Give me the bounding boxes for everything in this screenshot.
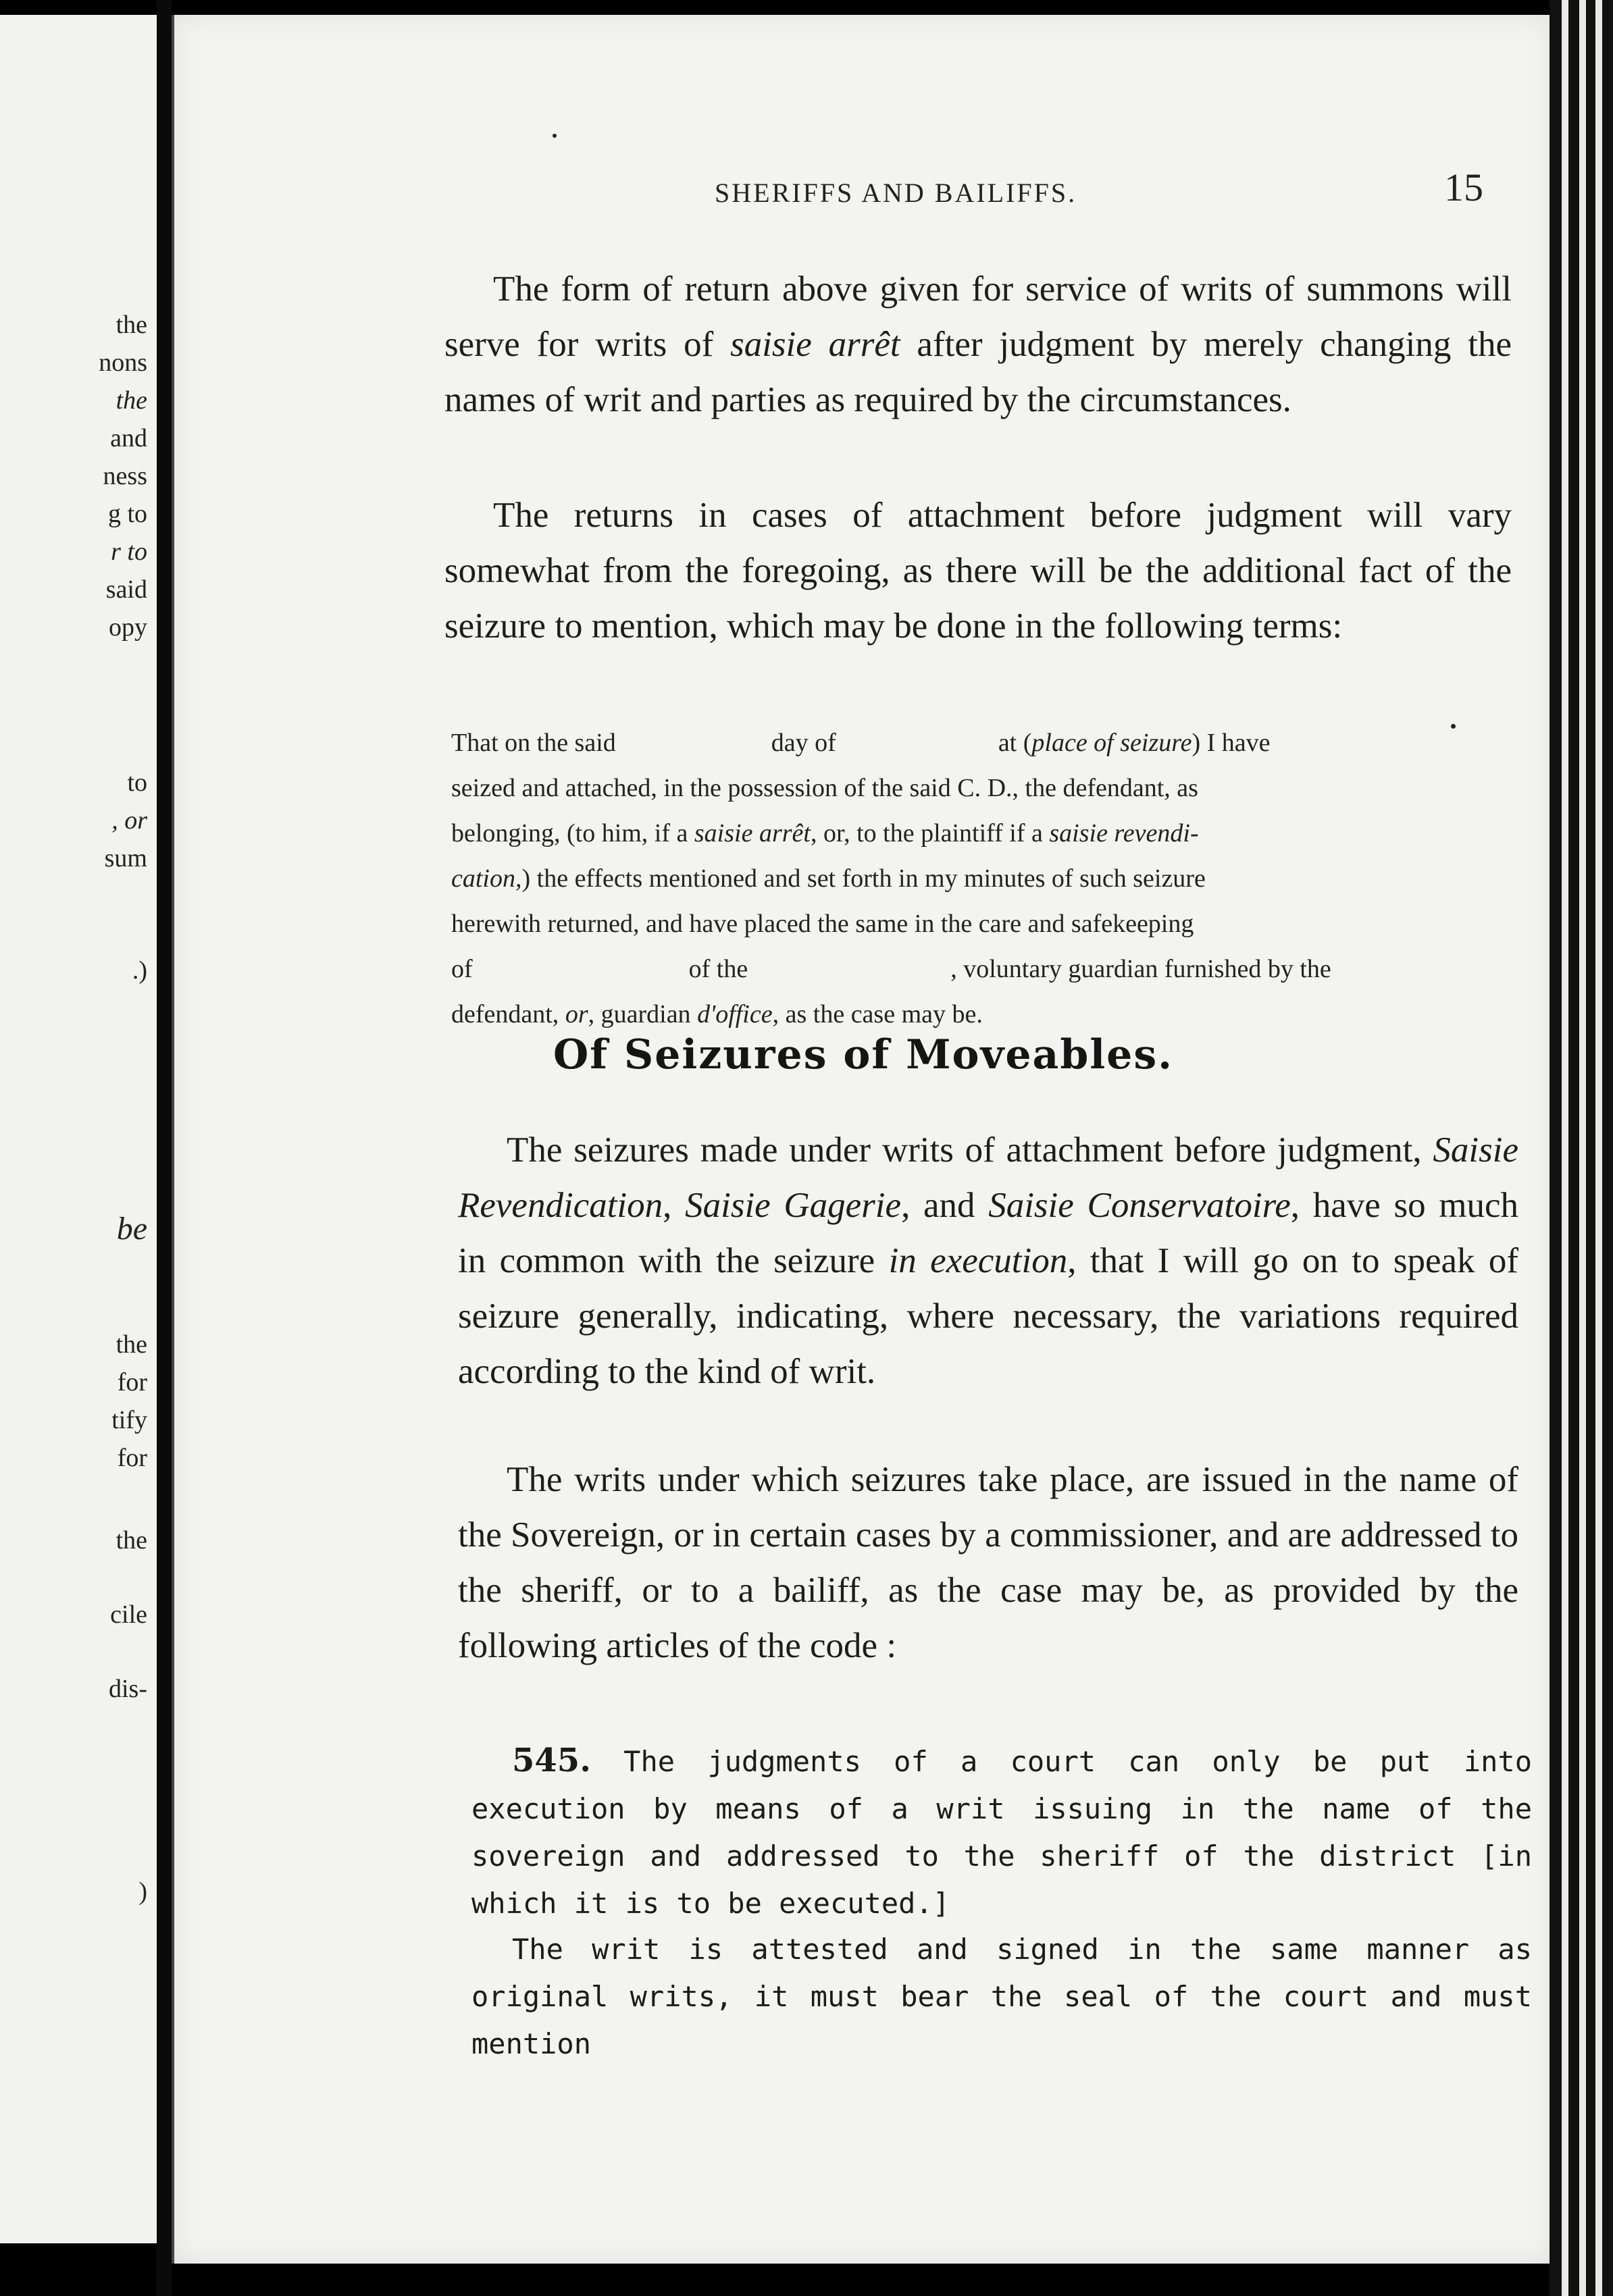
paragraph [444, 261, 1512, 427]
italic-term: cation, [451, 864, 522, 893]
italic-term: saisie arrêt [694, 819, 811, 847]
margin-fragment: ) [138, 1877, 147, 1906]
italic-term: Saisie Revendication [458, 1130, 1518, 1225]
form-text: day of [771, 729, 836, 757]
margin-fragment: , or [111, 806, 147, 835]
margin-fragment: be [116, 1211, 147, 1247]
paragraph-text: The form of return above given for service of writs of summons will serve for writs of [444, 269, 1512, 364]
italic-term: Saisie Conservatoire [988, 1186, 1291, 1225]
article-text: The judgments of a court can only be put into execution by means of a writ issuing in the name of the sovereign and addressed to the sheriff of the district [in which it is to be executed.] [471, 1745, 1532, 1920]
margin-fragment: opy [109, 613, 147, 642]
paragraph [458, 1452, 1518, 1673]
form-text: , as the case may be. [772, 1000, 983, 1028]
margin-fragment: for [117, 1444, 147, 1472]
print-speck [1451, 724, 1456, 729]
italic-term: saisie revendi- [1049, 819, 1199, 847]
form-line [451, 811, 1512, 856]
italic-term: in execution [888, 1241, 1068, 1280]
running-head: SHERIFFS AND BAILIFFS. [715, 178, 1077, 208]
paragraph-text: The seizures made under writs of attachment before judgment, [507, 1130, 1433, 1170]
form-line [451, 721, 1512, 766]
return-form-template [451, 721, 1512, 1037]
form-text: ) the effects mentioned and set forth in my minutes of such seizure [521, 864, 1206, 893]
left-facing-page [0, 15, 159, 2243]
form-text: , or, to the plaintiff if a [810, 819, 1050, 847]
paragraph [458, 1122, 1518, 1399]
book-gutter [157, 0, 172, 2296]
margin-fragment: the [116, 1526, 147, 1555]
form-text: of the [688, 955, 748, 983]
margin-fragment: said [105, 575, 147, 604]
form-text: belonging, (to him, if a [451, 819, 694, 847]
margin-fragment: nons [99, 348, 147, 377]
margin-fragment: sum [104, 844, 147, 872]
margin-fragment: g to [107, 500, 147, 528]
form-text: , voluntary guardian furnished by the [950, 955, 1331, 983]
paragraph-text: , and [901, 1186, 989, 1225]
form-text: of [451, 955, 473, 983]
form-text: ) I have [1192, 729, 1271, 757]
form-text: , guardian [588, 1000, 698, 1028]
margin-fragment: for [117, 1368, 147, 1397]
paragraph [444, 488, 1512, 654]
italic-term: saisie arrêt [730, 325, 900, 364]
paragraph-text: The returns in cases of attachment before judgment will vary somewhat from the foregoing, as there will be the additional fact of the seizure to mention, which may be done in the following terms: [444, 496, 1512, 646]
italic-term: Saisie Gagerie [685, 1186, 902, 1225]
italic-term: place of seizure [1031, 729, 1192, 757]
margin-fragment: and [110, 424, 147, 452]
article-text: The writ is attested and signed in the same manner as original writs, it must bear the seal of the court and must mention [471, 1933, 1532, 2060]
form-text: defendant, [451, 1000, 565, 1028]
form-line [451, 992, 1512, 1037]
page-number: 15 [1444, 165, 1483, 209]
margin-fragment: .) [132, 956, 147, 985]
margin-fragment: the [116, 1330, 147, 1359]
print-speck [553, 134, 557, 138]
paragraph-text: after judgment by merely changing the names of writ and parties as required by the circumstances. [444, 325, 1512, 419]
article-number: 545. [512, 1742, 591, 1779]
paragraph-text: , that I will go on to speak of seizure generally, indicating, where necessary, the variations required according to the kind of writ. [458, 1241, 1519, 1391]
margin-fragment: ness [103, 462, 147, 490]
paragraph-text: The writs under which seizures take place, are issued in the name of the Sovereign, or in certain cases by a commissioner, and are addressed to the sheriff, or to a bailiff, as the case may be, as provided by the following articles of the code : [458, 1460, 1518, 1665]
form-line [451, 947, 1512, 992]
paragraph-text: , [663, 1186, 686, 1225]
margin-fragment: to [127, 768, 147, 797]
book-page [172, 15, 1552, 2264]
form-line: seized and attached, in the possession of the said C. D., the defendant, as [451, 774, 1198, 802]
section-heading: Of Seizures of Moveables. [553, 1031, 1174, 1078]
form-line [451, 856, 1512, 902]
code-article [471, 1737, 1532, 1927]
margin-fragment: the [116, 311, 147, 339]
margin-fragment: dis- [109, 1675, 147, 1703]
margin-fragment: r to [111, 538, 147, 566]
form-text: at ( [998, 729, 1032, 757]
italic-term: d'office [697, 1000, 773, 1028]
margin-fragment: the [116, 386, 147, 415]
code-article [471, 1926, 1532, 2068]
page-edge [1550, 0, 1613, 2296]
form-text: That on the said [451, 729, 616, 757]
italic-term: or [565, 1000, 588, 1028]
margin-fragment: tify [111, 1406, 147, 1434]
paragraph-text: , have so much in common with the seizure [458, 1186, 1518, 1280]
form-line: herewith returned, and have placed the same in the care and safekeeping [451, 910, 1194, 938]
margin-fragment: cile [110, 1600, 147, 1629]
